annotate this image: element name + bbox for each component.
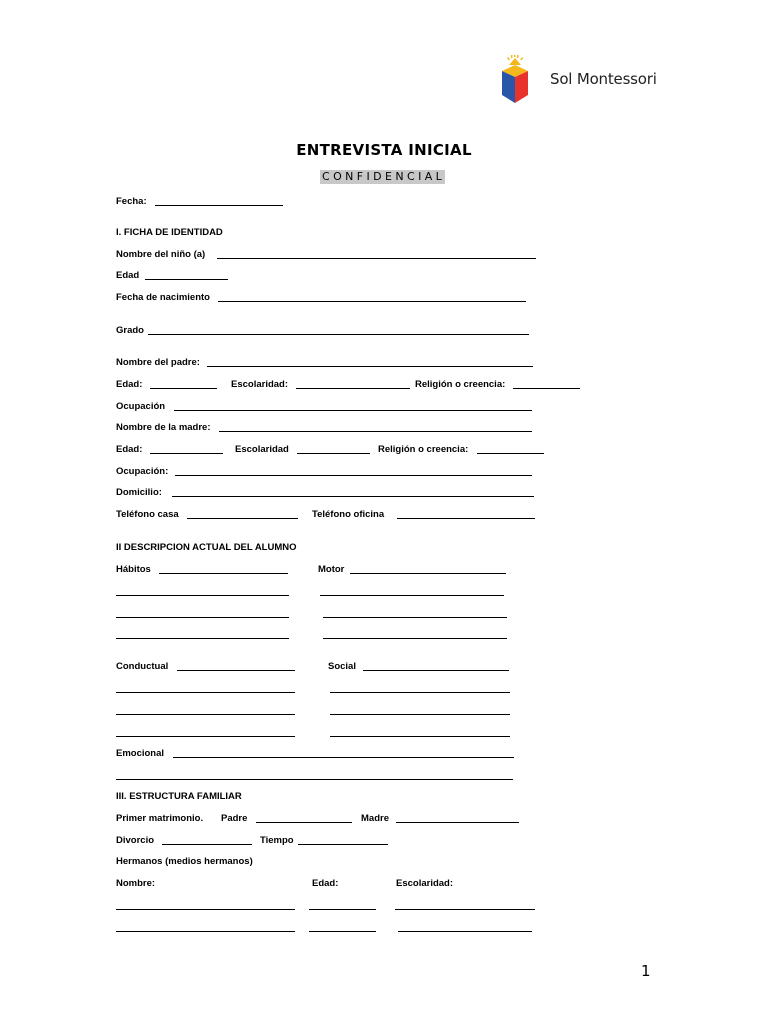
blank-habitos-line[interactable] bbox=[116, 638, 289, 639]
blank-padre-edad[interactable] bbox=[150, 388, 217, 389]
blank-grado[interactable] bbox=[148, 334, 529, 335]
blank-conductual-line[interactable] bbox=[116, 714, 295, 715]
label-madre-edad: Edad: bbox=[116, 444, 143, 455]
blank-hermano-nombre[interactable] bbox=[116, 909, 295, 910]
label-fecha: Fecha: bbox=[116, 196, 147, 207]
label-padre-edad: Edad: bbox=[116, 379, 143, 390]
blank-conductual[interactable] bbox=[177, 670, 295, 671]
blank-padre-ocupacion[interactable] bbox=[174, 410, 532, 411]
logo-text: Sol Montessori bbox=[550, 70, 657, 88]
sun-icon bbox=[507, 55, 523, 65]
confidential-label: CONFIDENCIAL bbox=[322, 170, 446, 183]
label-telefono-oficina: Teléfono oficina bbox=[312, 509, 385, 520]
blank-hermano-escolaridad[interactable] bbox=[395, 909, 535, 910]
blank-madre-religion[interactable] bbox=[477, 453, 544, 454]
blank-padre[interactable] bbox=[256, 822, 352, 823]
blank-social-line[interactable] bbox=[330, 692, 510, 693]
blank-padre-escolaridad[interactable] bbox=[296, 388, 410, 389]
blank-fecha-nacimiento[interactable] bbox=[218, 301, 526, 302]
blank-telefono-casa[interactable] bbox=[187, 518, 298, 519]
label-madre-escolaridad: Escolaridad bbox=[235, 444, 289, 455]
label-hermano-nombre: Nombre: bbox=[116, 878, 156, 889]
blank-social-line[interactable] bbox=[330, 736, 510, 737]
label-hermano-edad: Edad: bbox=[312, 878, 339, 889]
blank-edad[interactable] bbox=[145, 279, 228, 280]
label-telefono-casa: Teléfono casa bbox=[116, 509, 179, 520]
blank-nombre-padre[interactable] bbox=[207, 366, 533, 367]
label-grado: Grado bbox=[116, 325, 144, 336]
label-hermano-escolaridad: Escolaridad: bbox=[396, 878, 454, 889]
page-number: 1 bbox=[641, 962, 651, 980]
label-divorcio: Divorcio bbox=[116, 835, 155, 846]
blank-telefono-oficina[interactable] bbox=[397, 518, 535, 519]
blank-social-line[interactable] bbox=[330, 714, 510, 715]
label-madre-ocupacion: Ocupación: bbox=[116, 466, 169, 477]
blank-habitos-line[interactable] bbox=[116, 595, 289, 596]
label-domicilio: Domicilio: bbox=[116, 487, 162, 498]
blank-nombre-nino[interactable] bbox=[217, 258, 536, 259]
section-descripcion-alumno: II DESCRIPCION ACTUAL DEL ALUMNO bbox=[116, 542, 297, 553]
blank-madre-ocupacion[interactable] bbox=[175, 475, 532, 476]
label-nombre-padre: Nombre del padre: bbox=[116, 357, 200, 368]
label-tiempo: Tiempo bbox=[260, 835, 294, 846]
blank-domicilio[interactable] bbox=[172, 496, 534, 497]
blank-madre[interactable] bbox=[396, 822, 519, 823]
blank-social[interactable] bbox=[363, 670, 509, 671]
label-madre: Madre bbox=[361, 813, 389, 824]
blank-hermano-nombre[interactable] bbox=[116, 931, 295, 932]
label-habitos: Hábitos bbox=[116, 564, 151, 575]
label-motor: Motor bbox=[318, 564, 345, 575]
label-primer-matrimonio: Primer matrimonio. bbox=[116, 813, 204, 824]
blank-motor-line[interactable] bbox=[323, 617, 507, 618]
blank-motor-line[interactable] bbox=[323, 638, 507, 639]
label-nombre-nino: Nombre del niño (a) bbox=[116, 249, 206, 260]
label-hermanos: Hermanos (medios hermanos) bbox=[116, 856, 253, 867]
blank-motor-line[interactable] bbox=[320, 595, 504, 596]
label-fecha-nacimiento: Fecha de nacimiento bbox=[116, 292, 210, 303]
label-madre-religion: Religión o creencia: bbox=[378, 444, 469, 455]
blank-madre-escolaridad[interactable] bbox=[297, 453, 370, 454]
blank-conductual-line[interactable] bbox=[116, 692, 295, 693]
blank-hermano-edad[interactable] bbox=[309, 931, 376, 932]
blank-conductual-line[interactable] bbox=[116, 736, 295, 737]
section-ficha-identidad: I. FICHA DE IDENTIDAD bbox=[116, 227, 223, 238]
blank-emocional[interactable] bbox=[173, 757, 514, 758]
label-nombre-madre: Nombre de la madre: bbox=[116, 422, 211, 433]
blank-divorcio[interactable] bbox=[162, 844, 252, 845]
blank-hermano-edad[interactable] bbox=[309, 909, 376, 910]
blank-fecha[interactable] bbox=[155, 205, 283, 206]
label-padre-ocupacion: Ocupación bbox=[116, 401, 166, 412]
blank-madre-edad[interactable] bbox=[150, 453, 223, 454]
label-conductual: Conductual bbox=[116, 661, 169, 672]
label-emocional: Emocional bbox=[116, 748, 165, 759]
blank-padre-religion[interactable] bbox=[513, 388, 580, 389]
blank-motor[interactable] bbox=[350, 573, 506, 574]
blank-hermano-escolaridad[interactable] bbox=[398, 931, 532, 932]
blank-habitos-line[interactable] bbox=[116, 617, 289, 618]
label-social: Social bbox=[328, 661, 356, 672]
document-title: ENTREVISTA INICIAL bbox=[296, 141, 472, 159]
blank-emocional-line[interactable] bbox=[116, 779, 513, 780]
blank-nombre-madre[interactable] bbox=[219, 431, 532, 432]
label-padre: Padre bbox=[221, 813, 248, 824]
section-estructura-familiar: III. ESTRUCTURA FAMILIAR bbox=[116, 791, 242, 802]
label-edad: Edad bbox=[116, 270, 140, 281]
blank-tiempo[interactable] bbox=[298, 844, 388, 845]
label-padre-religion: Religión o creencia: bbox=[415, 379, 506, 390]
label-padre-escolaridad: Escolaridad: bbox=[231, 379, 289, 390]
blank-habitos[interactable] bbox=[159, 573, 288, 574]
